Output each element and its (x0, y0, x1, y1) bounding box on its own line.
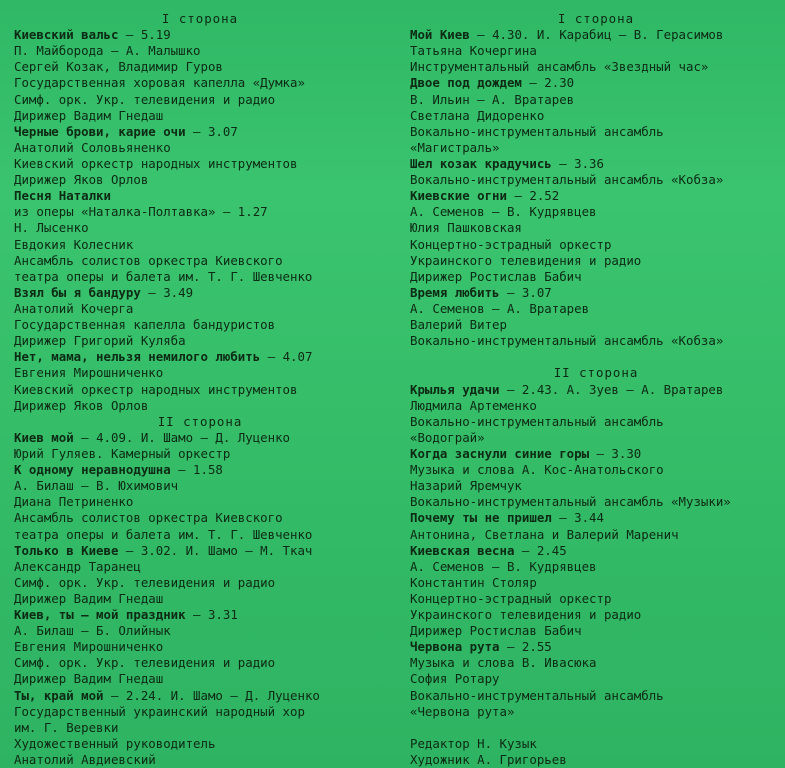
track-details: — 1.58 (170, 462, 223, 478)
track-details: — 2.43. А. Зуев — А. Вратарев (499, 381, 724, 397)
credit-line (410, 478, 782, 494)
track-title-line (14, 349, 386, 365)
credit-text: София Ротару (410, 671, 500, 687)
credit-text: Александр Таранец (14, 558, 141, 574)
track-details: — 3.02. И. Шамо — М. Ткач (118, 542, 313, 558)
credit-text: Музыка и слова В. Ивасюка (410, 655, 597, 671)
track-details: — 2.30 (521, 75, 575, 91)
credit-line (410, 317, 782, 333)
credit-text: Симф. орк. Укр. телевидения и радио (14, 91, 276, 107)
credit-line (14, 140, 386, 156)
track-title-line (14, 124, 386, 140)
credit-line (410, 559, 782, 575)
credit-line (410, 527, 782, 543)
credit-text: Музыка и слова А. Кос-Анатольского (410, 462, 664, 478)
credit-line (14, 478, 386, 494)
credit-text: Художественный руководитель (14, 735, 216, 751)
track-title-line (14, 430, 386, 446)
credit-line (14, 365, 386, 381)
credit-text: Сергей Козак, Владимир Гуров (14, 59, 223, 75)
credit-text: Людмила Артеменко (410, 397, 537, 413)
credit-text: Киевский оркестр народных инструментов (14, 381, 298, 397)
credit-line (410, 704, 782, 720)
track-title: Киевские огни (410, 188, 507, 204)
credit-text: Евдокия Колесник (14, 236, 134, 252)
credit-line (14, 639, 386, 655)
credit-line (410, 494, 782, 510)
credit-text: Дирижер Вадим Гнедаш (14, 590, 164, 606)
credit-line (14, 559, 386, 575)
credit-line (410, 333, 782, 349)
track-title: Время любить (410, 284, 500, 300)
credit-line (410, 671, 782, 687)
track-details: — 4.30. И. Карабиц — В. Герасимов (469, 27, 724, 43)
credit-text: Дирижер Ростислав Бабич (410, 623, 582, 639)
credit-text: П. Майборода — А. Малышко (14, 43, 201, 59)
track-title-line (410, 27, 782, 43)
credit-line (410, 59, 782, 75)
credit-text: Государственная капелла бандуристов (14, 317, 276, 333)
track-title-line (410, 543, 782, 559)
credit-line (14, 527, 386, 543)
track-title: Только в Киеве (14, 542, 119, 558)
track-details: — 4.07 (260, 349, 313, 365)
credit-line (14, 704, 386, 720)
credit-text: Дирижер Ростислав Бабич (410, 268, 582, 284)
track-title: К одному неравнодушна (14, 462, 171, 478)
credit-text: А. Семенов — В. Кудрявцев (410, 558, 597, 574)
credit-text: А. Билаш — Б. Олийнык (14, 623, 171, 639)
spacer (410, 349, 782, 365)
credit-line (14, 317, 386, 333)
credit-text: Евгения Мирошниченко (14, 639, 164, 655)
side-heading (14, 414, 386, 430)
credit-text: Украинского телевидения и радио (410, 252, 642, 268)
credit-line (14, 720, 386, 736)
credit-text: Государственная хоровая капелла «Думка» (14, 75, 305, 91)
credit-line (14, 75, 386, 91)
track-title-line (14, 607, 386, 623)
credit-line (410, 575, 782, 591)
credit-text: Вокально-инструментальный ансамбль «Кобза» (410, 172, 724, 188)
credit-text: В. Ильин — А. Вратарев (410, 91, 575, 107)
credit-text: Украинского телевидения и радио (410, 607, 642, 623)
credit-text: А. Семенов — А. Вратарев (410, 300, 590, 316)
credit-line (14, 510, 386, 526)
track-details: — 3.31 (185, 607, 238, 623)
credit-text: Евгения Мирошниченко (14, 365, 164, 381)
credit-line (410, 591, 782, 607)
credit-text: Редактор Н. Кузык (410, 735, 537, 751)
track-details: — 2.52 (506, 188, 560, 204)
credit-line (14, 623, 386, 639)
credit-line (14, 237, 386, 253)
credit-line (410, 301, 782, 317)
credit-line (14, 655, 386, 671)
track-details: — 2.55 (499, 639, 552, 655)
track-details: — 4.09. И. Шамо — Д. Луценко (73, 429, 291, 445)
credit-text: Вокально-инструментальный ансамбль (410, 413, 664, 429)
credit-text: Диана Петриненко (14, 494, 134, 510)
track-title: Песня Наталки (14, 188, 111, 204)
credit-line (410, 253, 782, 269)
credit-line (410, 140, 782, 156)
credit-text: Симф. орк. Укр. телевидения и радио (14, 574, 276, 590)
track-title: Киев, ты — мой праздник (14, 607, 186, 623)
side-heading (14, 11, 386, 27)
credit-line (14, 220, 386, 236)
credit-text: Анатолий Кочерга (14, 300, 134, 316)
track-title-line (410, 75, 782, 91)
track-title: Нет, мама, нельзя немилого любить (14, 349, 261, 365)
credit-text: А. Билаш — В. Юхимович (14, 478, 179, 494)
track-title: Почему ты не пришел (410, 510, 552, 526)
credit-text: Государственный украинский народный хор (14, 703, 305, 719)
track-title: Шел козак крадучись (410, 155, 552, 171)
credit-text: «Червона рута» (410, 703, 515, 719)
credit-line (14, 156, 386, 172)
spacer (410, 720, 782, 736)
credit-line (14, 43, 386, 59)
credit-line (14, 108, 386, 124)
credit-text: Художник А. Григорьев (410, 752, 567, 768)
track-title-line (14, 27, 386, 43)
credit-line (410, 752, 782, 768)
credit-line (14, 494, 386, 510)
credit-text: Татьяна Кочергина (410, 43, 537, 59)
credit-text: Н. Лысенко (14, 220, 89, 236)
credit-line (410, 92, 782, 108)
credit-line (14, 398, 386, 414)
track-details: — 3.07 (185, 123, 238, 139)
track-title-line (410, 382, 782, 398)
side-heading (410, 365, 782, 381)
side-heading-text: II сторона (157, 413, 243, 429)
credit-text: А. Семенов — В. Кудрявцев (410, 204, 597, 220)
credit-text: Антонина, Светлана и Валерий Маренич (410, 526, 679, 542)
track-details: — 5.19 (118, 27, 171, 43)
credit-line (14, 253, 386, 269)
credit-line (410, 430, 782, 446)
track-details: — 3.36 (551, 155, 604, 171)
credit-line (410, 204, 782, 220)
track-title-line (14, 285, 386, 301)
credit-text: Дирижер Яков Орлов (14, 172, 149, 188)
credit-line (410, 688, 782, 704)
credit-line (410, 124, 782, 140)
credit-text: Константин Столяр (410, 574, 537, 590)
credit-line (14, 575, 386, 591)
credit-text: им. Г. Веревки (14, 719, 119, 735)
credit-text: Валерий Витер (410, 317, 507, 333)
credit-line (14, 736, 386, 752)
credit-line (14, 333, 386, 349)
side-heading-text: I сторона (557, 11, 635, 26)
track-title-line (14, 462, 386, 478)
credit-line (410, 462, 782, 478)
track-title: Мой Киев (410, 27, 470, 43)
credit-text: Светлана Дидоренко (410, 107, 545, 123)
credit-text: Назарий Яремчук (410, 478, 522, 494)
track-title: Когда заснули синие горы (410, 445, 590, 461)
credit-line (410, 269, 782, 285)
track-details: — 2.24. И. Шамо — Д. Луценко (103, 687, 320, 703)
credit-text: Юлия Пашковская (410, 220, 522, 236)
credit-line (14, 269, 386, 285)
credit-line (410, 220, 782, 236)
track-title-line (410, 156, 782, 172)
credit-line (14, 446, 386, 462)
track-details: — 3.07 (499, 284, 552, 300)
credit-line (14, 172, 386, 188)
side-heading (410, 11, 782, 27)
track-title-line (410, 446, 782, 462)
credit-line (14, 92, 386, 108)
credit-line (14, 204, 386, 220)
credit-text: Вокально-инструментальный ансамбль (410, 687, 664, 703)
track-details: — 3.49 (140, 284, 194, 300)
track-title-line (14, 188, 386, 204)
track-title-line (14, 543, 386, 559)
side-heading-text: I сторона (161, 11, 239, 26)
credit-line (410, 655, 782, 671)
credit-text: «Магистраль» (410, 139, 500, 155)
credit-line (14, 59, 386, 75)
track-title-line (410, 639, 782, 655)
credit-text: театра оперы и балета им. Т. Г. Шевченко (14, 526, 313, 542)
track-title-line (14, 688, 386, 704)
credit-line (410, 414, 782, 430)
credit-text: «Водограй» (410, 429, 485, 445)
track-title: Взял бы я бандуру (14, 284, 141, 300)
credit-line (410, 398, 782, 414)
side-heading-text: II сторона (553, 365, 639, 381)
credit-line (14, 591, 386, 607)
track-details: — 3.30 (589, 445, 642, 461)
credit-text: Ансамбль солистов оркестра Киевского (14, 252, 283, 268)
track-title-line (410, 285, 782, 301)
credit-text: из оперы «Наталка-Полтавка» — 1.27 (14, 204, 268, 220)
track-title: Крылья удачи (410, 381, 500, 397)
credit-text: Вокально-инструментальный ансамбль «Музыки» (410, 494, 731, 510)
credit-text: Концертно-эстрадный оркестр (410, 590, 612, 606)
track-title-line (410, 510, 782, 526)
credit-text: Дирижер Яков Орлов (14, 397, 149, 413)
credit-line (410, 607, 782, 623)
track-title: Черные брови, карие очи (14, 123, 186, 139)
credit-line (410, 736, 782, 752)
credit-text: Анатолий Соловьяненко (14, 139, 171, 155)
track-title: Червона рута (410, 639, 500, 655)
credit-line (410, 43, 782, 59)
credit-text: Анатолий Авдиевский (14, 752, 156, 768)
credit-line (410, 237, 782, 253)
credit-line (410, 108, 782, 124)
track-details: — 3.44 (551, 510, 604, 526)
track-details: — 2.45 (514, 542, 567, 558)
track-title-line (410, 188, 782, 204)
track-title: Двое под дождем (410, 75, 522, 91)
credit-text: Вокально-инструментальный ансамбль «Кобза» (410, 333, 724, 349)
track-title: Киев мой (14, 429, 74, 445)
credit-text: Дирижер Вадим Гнедаш (14, 671, 164, 687)
credit-line (14, 671, 386, 687)
credit-line (410, 172, 782, 188)
credit-line (14, 752, 386, 768)
credit-text: Концертно-эстрадный оркестр (410, 236, 612, 252)
track-title: Киевская весна (410, 542, 515, 558)
right-column (410, 11, 782, 768)
credit-text: Киевский оркестр народных инструментов (14, 155, 298, 171)
credit-line (14, 301, 386, 317)
credit-text: Вокально-инструментальный ансамбль (410, 123, 664, 139)
credit-text: театра оперы и балета им. Т. Г. Шевченко (14, 268, 313, 284)
credit-text: Ансамбль солистов оркестра Киевского (14, 510, 283, 526)
credit-text: Дирижер Григорий Кулябa (14, 333, 186, 349)
credit-line (410, 623, 782, 639)
credit-line (14, 382, 386, 398)
left-column (14, 11, 386, 768)
track-title: Киевский вальс (14, 27, 119, 43)
credit-text: Инструментальный ансамбль «Звездный час» (410, 59, 709, 75)
track-title: Ты, край мой (14, 687, 104, 703)
credit-text: Юрий Гуляев. Камерный оркестр (14, 445, 231, 461)
credit-text: Симф. орк. Укр. телевидения и радио (14, 655, 276, 671)
credit-text: Дирижер Вадим Гнедаш (14, 107, 164, 123)
